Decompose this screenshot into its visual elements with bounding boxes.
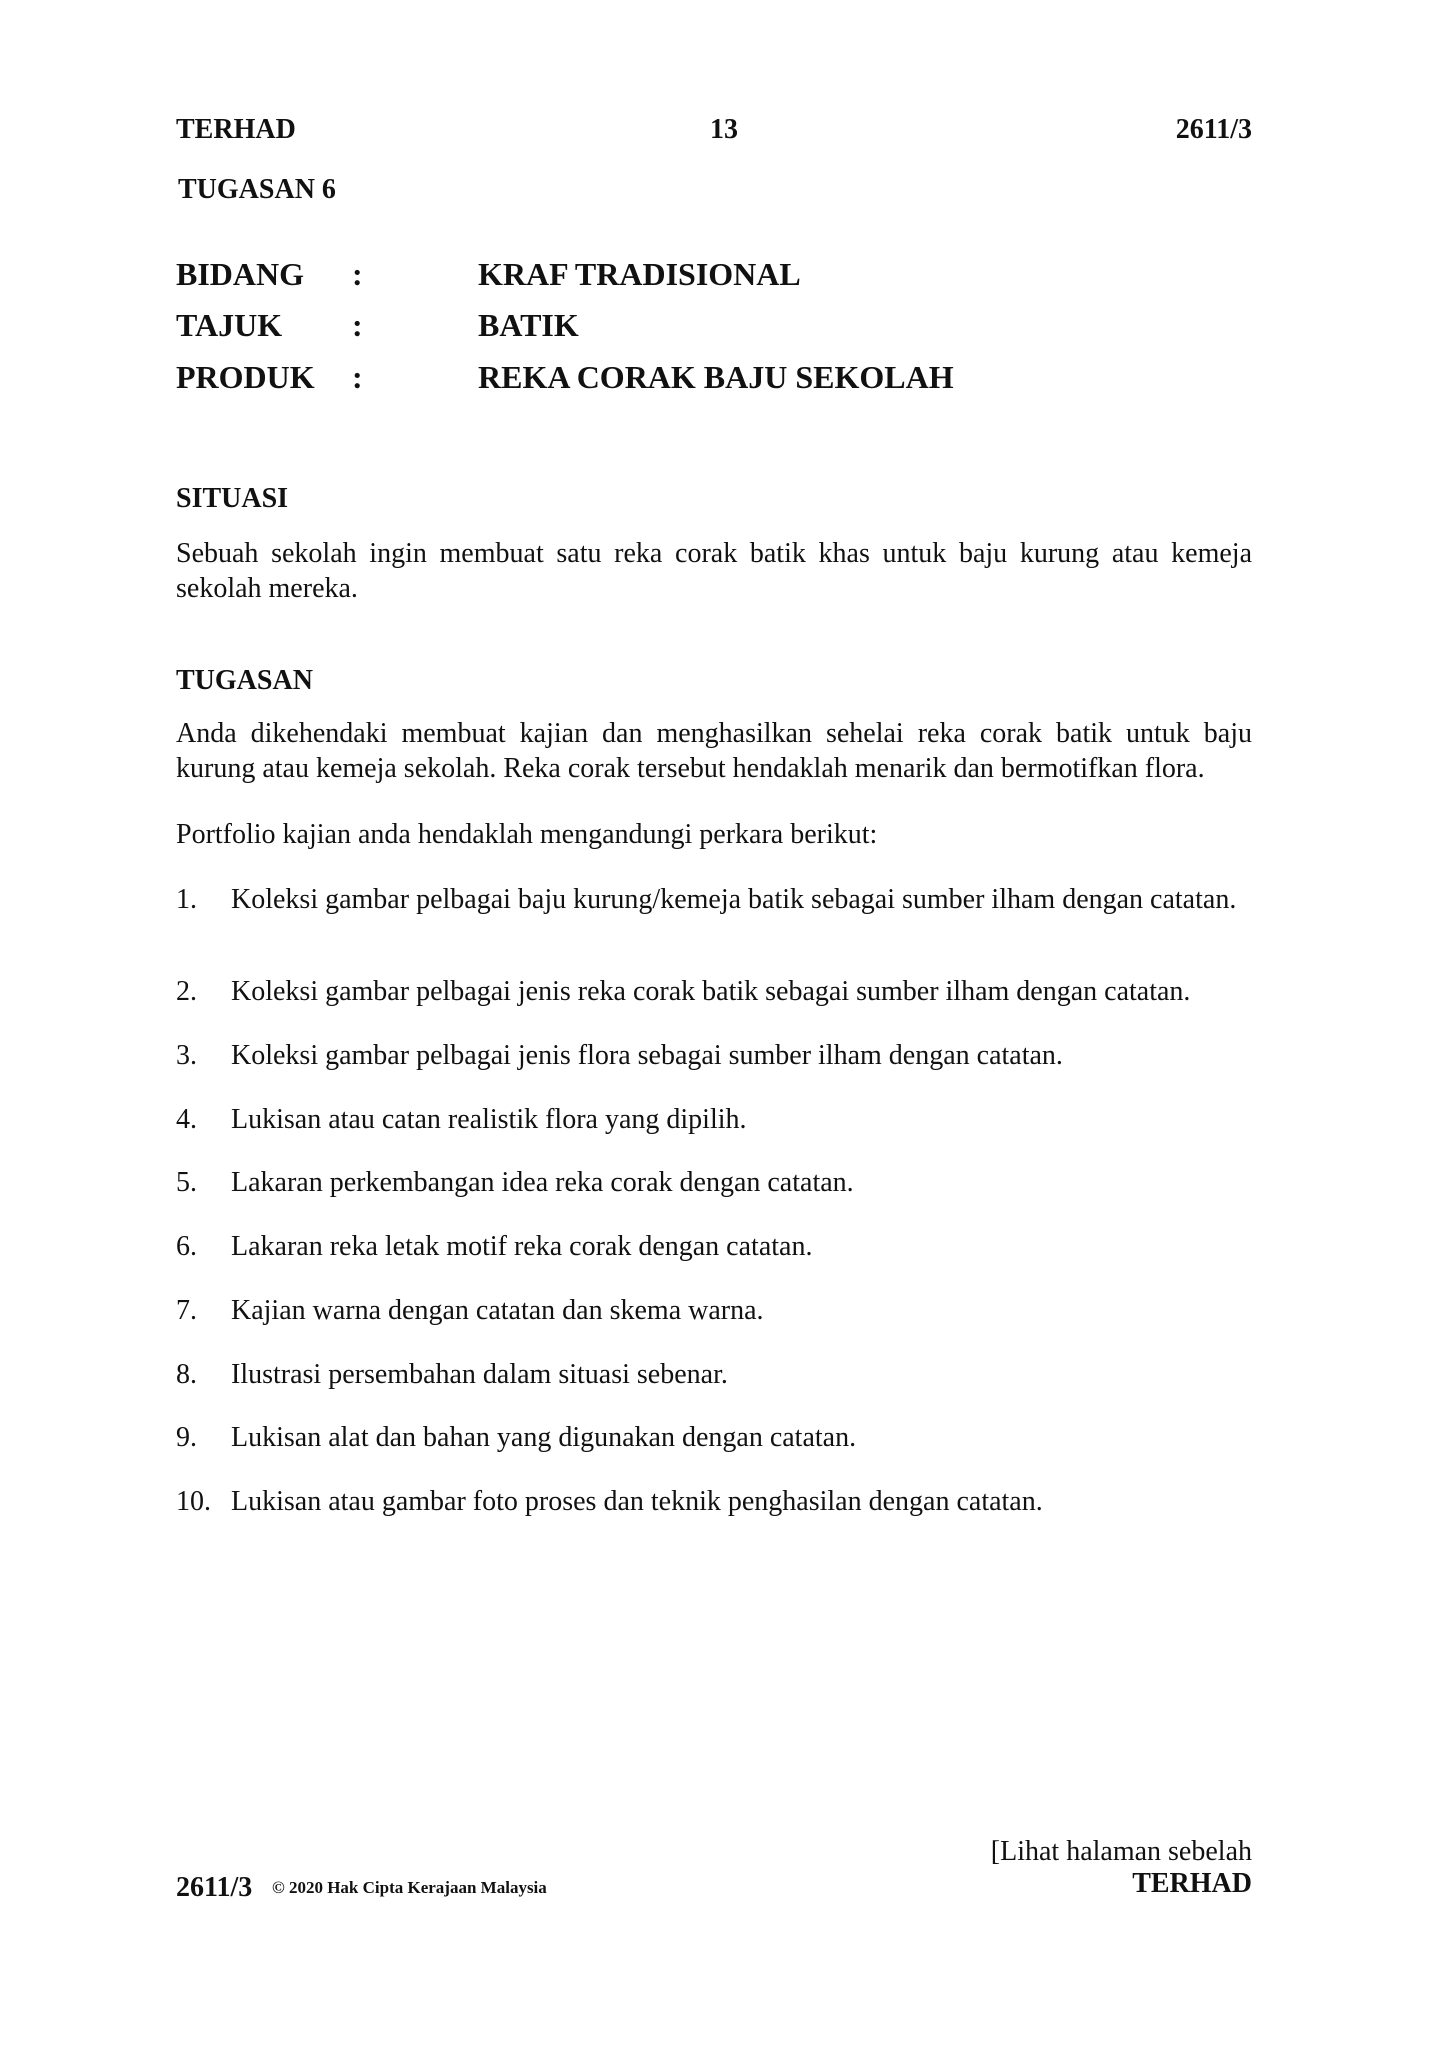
meta-row-tajuk [176, 305, 1256, 345]
situasi-heading: SITUASI [176, 483, 289, 514]
footer-classification: TERHAD [1132, 1868, 1252, 1899]
meta-label: PRODUK [176, 359, 315, 395]
list-number: 6. [176, 1231, 197, 1262]
meta-colon: : [352, 256, 363, 292]
list-text: Lukisan atau gambar foto proses dan teknik penghasilan dengan catatan. [231, 1486, 1043, 1517]
list-number: 2. [176, 976, 197, 1007]
list-text: Lakaran reka letak motif reka corak dengan catatan. [231, 1231, 813, 1262]
list-number: 3. [176, 1040, 197, 1071]
task-title: TUGASAN 6 [178, 174, 336, 205]
list-text: Lukisan alat dan bahan yang digunakan dengan catatan. [231, 1422, 857, 1453]
meta-label: BIDANG [176, 256, 305, 292]
footer-paper-code: 2611/3 [176, 1872, 253, 1903]
meta-colon: : [352, 307, 363, 343]
list-text: Lakaran perkembangan idea reka corak dengan catatan. [231, 1167, 854, 1198]
list-number: 10. [176, 1486, 211, 1517]
list-number: 8. [176, 1359, 197, 1390]
tugasan-heading: TUGASAN [176, 665, 313, 696]
list-number: 9. [176, 1422, 197, 1453]
page-number: 13 [710, 114, 738, 145]
tugasan-text: Anda dikehendaki membuat kajian dan menghasilkan sehelai reka corak batik untuk baju kurung atau kemeja sekolah. Reka corak tersebut hendaklah menarik dan bermotifkan flora. [176, 718, 1252, 784]
situasi-text: Sebuah sekolah ingin membuat satu reka corak batik khas untuk baju kurung atau kemeja sekolah mereka. [176, 538, 1252, 604]
footer-turn-page-note: [Lihat halaman sebelah [990, 1836, 1252, 1867]
list-number: 4. [176, 1104, 197, 1135]
list-text: Koleksi gambar pelbagai jenis reka corak batik sebagai sumber ilham dengan catatan. [231, 976, 1191, 1007]
list-text: Lukisan atau catan realistik flora yang dipilih. [231, 1104, 747, 1135]
list-text: Koleksi gambar pelbagai jenis flora sebagai sumber ilham dengan catatan. [231, 1040, 1063, 1071]
header-classification: TERHAD [176, 114, 296, 145]
list-number: 7. [176, 1295, 197, 1326]
meta-label: TAJUK [176, 307, 283, 343]
list-number: 1. [176, 884, 197, 915]
list-text: Ilustrasi persembahan dalam situasi sebenar. [231, 1359, 728, 1390]
portfolio-intro: Portfolio kajian anda hendaklah mengandungi perkara berikut: [176, 819, 878, 850]
list-number: 5. [176, 1167, 197, 1198]
list-text: Koleksi gambar pelbagai baju kurung/kemeja batik sebagai sumber ilham dengan catatan. [231, 884, 1237, 915]
footer-copyright: © 2020 Hak Cipta Kerajaan Malaysia [272, 1878, 547, 1897]
header-paper-code: 2611/3 [1175, 114, 1252, 145]
meta-row-produk [176, 357, 1256, 397]
list-text: Kajian warna dengan catatan dan skema warna. [231, 1295, 764, 1326]
meta-value: REKA CORAK BAJU SEKOLAH [478, 359, 954, 395]
meta-value: BATIK [478, 307, 579, 343]
meta-colon: : [352, 359, 363, 395]
meta-value: KRAF TRADISIONAL [478, 256, 801, 292]
meta-row-bidang [176, 254, 1256, 294]
